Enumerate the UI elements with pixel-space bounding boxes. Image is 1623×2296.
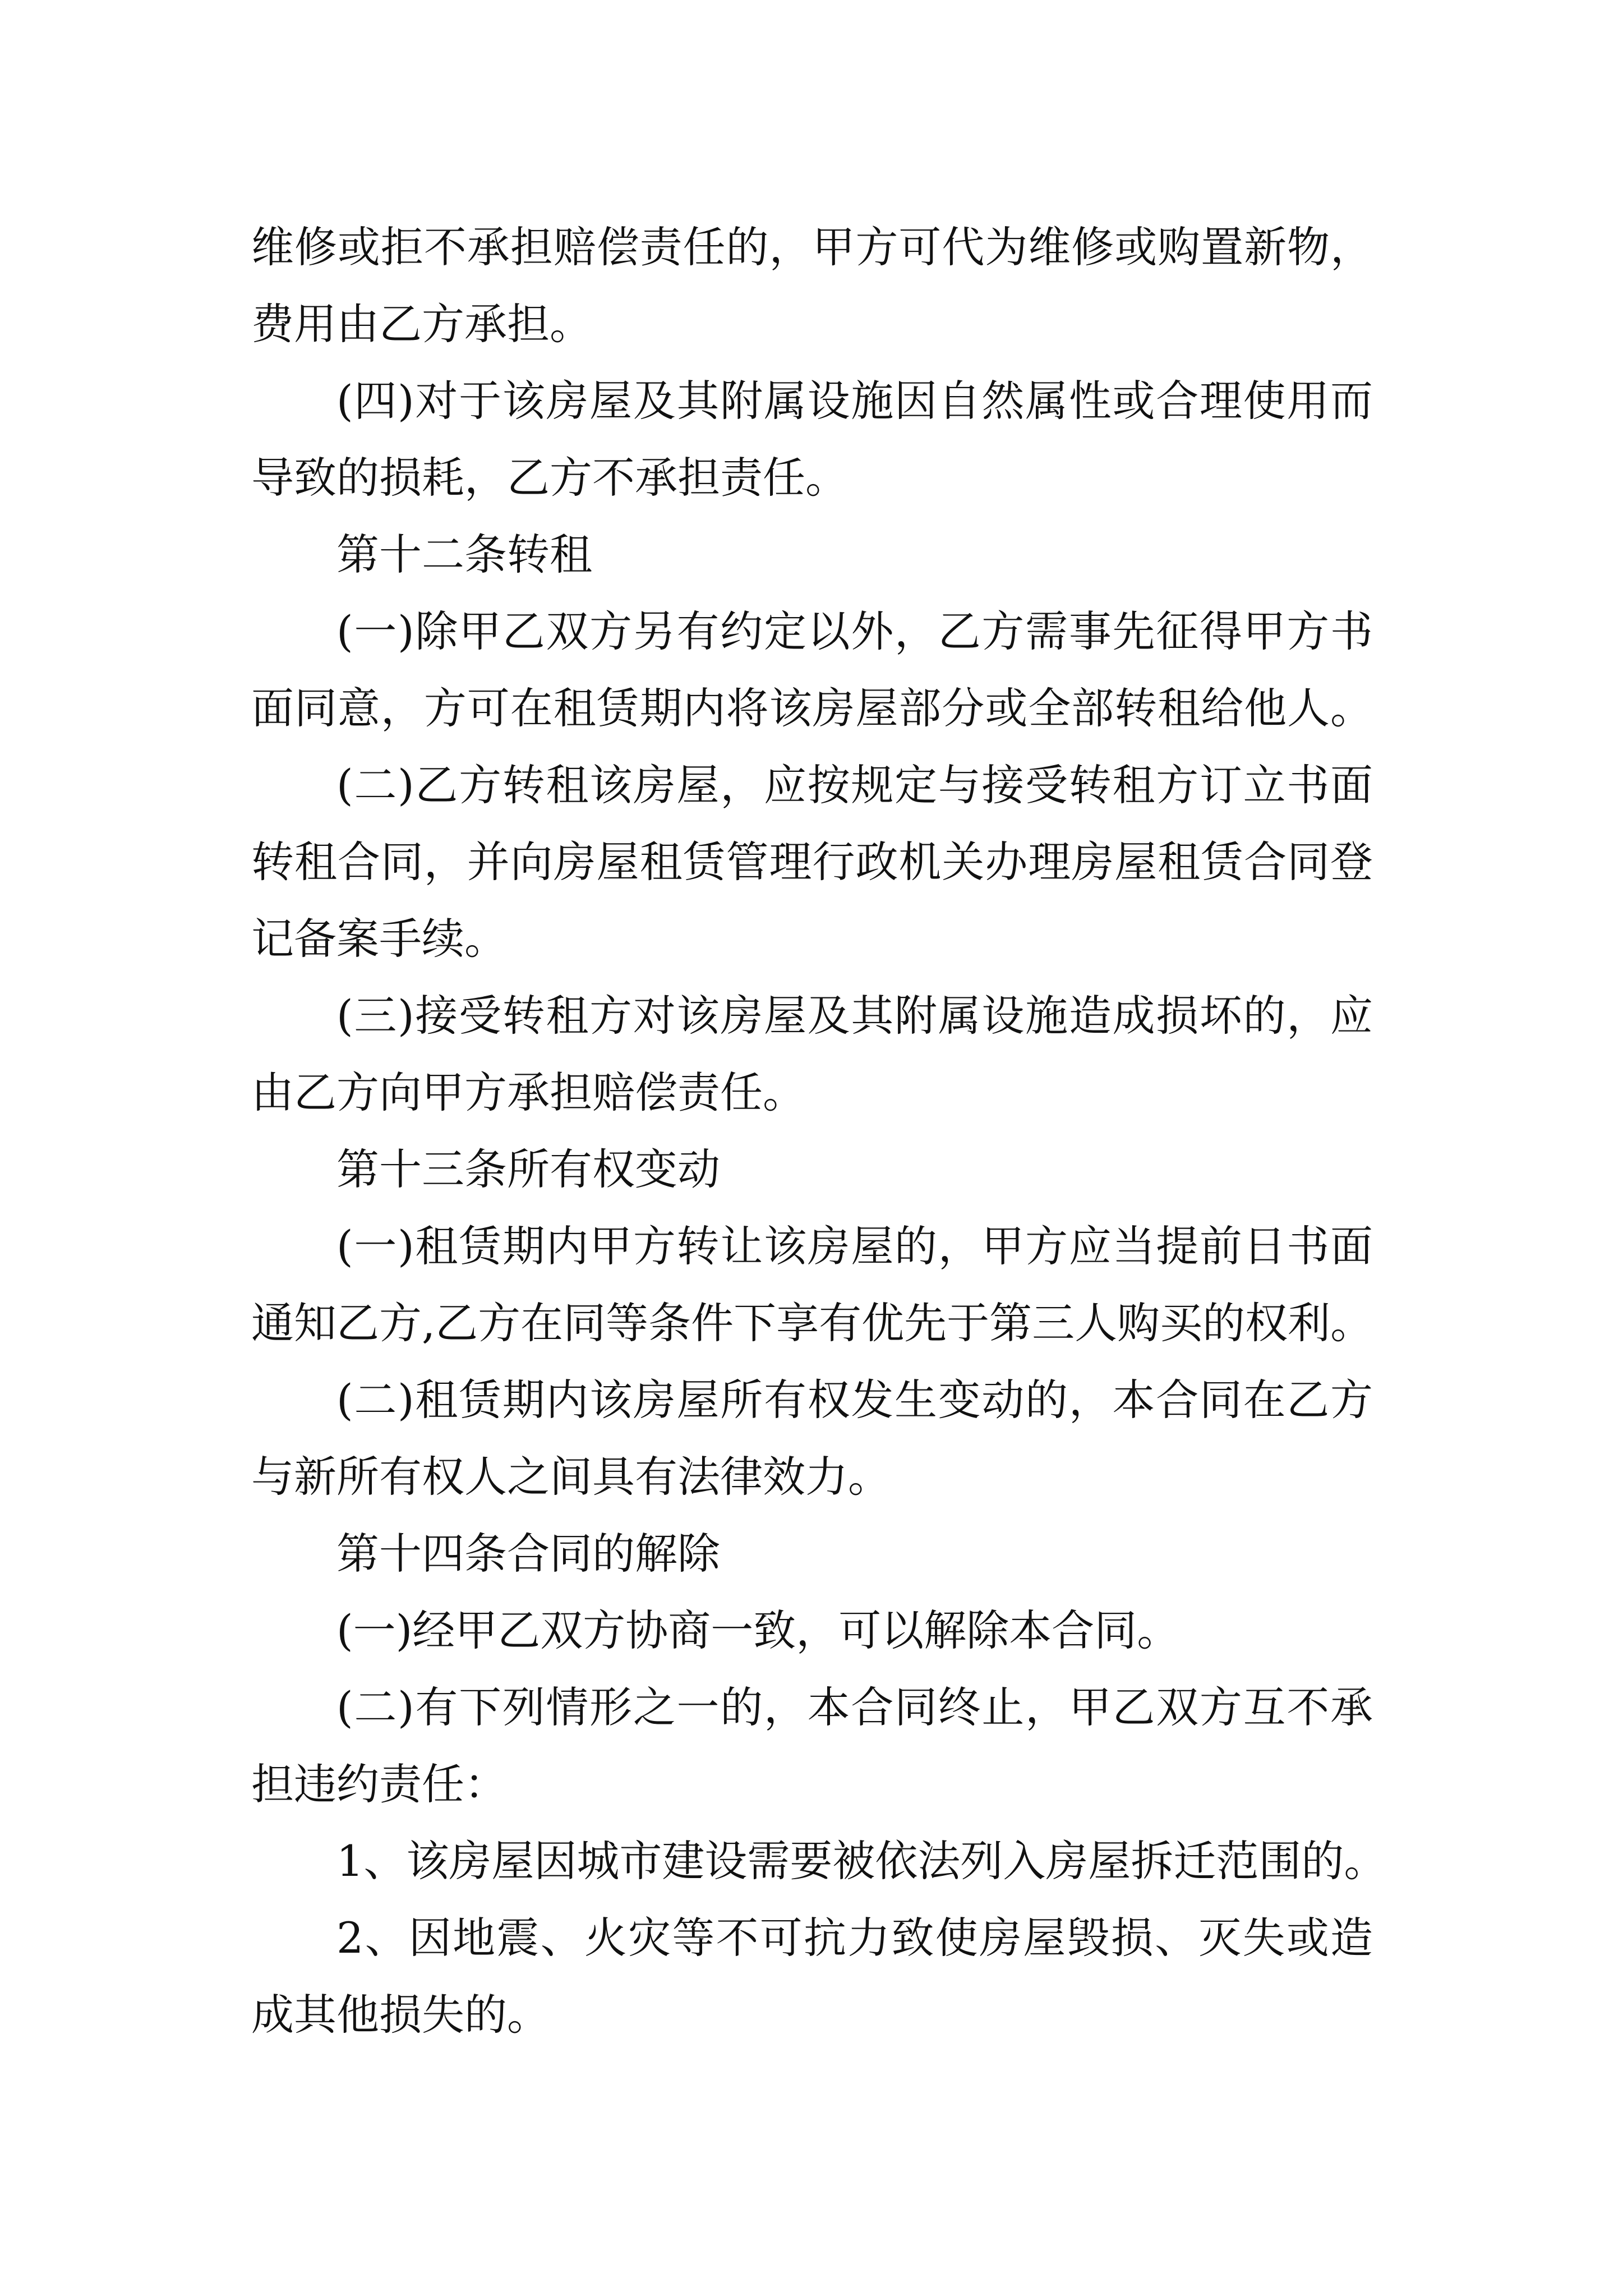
- text-line: 1、该房屋因城市建设需要被依法列入房屋拆迁范围的。: [336, 1836, 1387, 1886]
- text-line: 第十二条转租: [336, 530, 592, 579]
- text-line: (二)乙方转租该房屋，应按规定与接受转租方订立书面: [336, 760, 1373, 810]
- text-line: 与新所有权人之间具有法律效力。: [251, 1452, 891, 1502]
- text-line: (二)有下列情形之一的，本合同终止，甲乙双方互不承: [336, 1682, 1373, 1732]
- text-line: (一)租赁期内甲方转让该房屋的，甲方应当提前日书面: [336, 1221, 1373, 1271]
- text-line: (三)接受转租方对该房屋及其附属设施造成损坏的，应: [336, 991, 1373, 1041]
- document-body: [251, 209, 1387, 2053]
- text-line: 第十三条所有权变动: [336, 1144, 720, 1194]
- text-line: 转租合同，并向房屋租赁管理行政机关办理房屋租赁合同登: [251, 837, 1373, 887]
- text-line: 担违约责任：: [251, 1759, 507, 1809]
- text-line: 维修或拒不承担赔偿责任的，甲方可代为维修或购置新物，: [251, 222, 1373, 272]
- text-line: 由乙方向甲方承担赔偿责任。: [251, 1068, 805, 1117]
- text-line: 费用由乙方承担。: [251, 299, 592, 349]
- text-line: 导致的损耗，乙方不承担责任。: [251, 453, 848, 503]
- text-line: (二)租赁期内该房屋所有权发生变动的，本合同在乙方: [336, 1375, 1373, 1425]
- text-line: 通知乙方,乙方在同等条件下享有优先于第三人购买的权利。: [251, 1298, 1373, 1348]
- text-line: (四)对于该房屋及其附属设施因自然属性或合理使用而: [336, 376, 1373, 426]
- text-line: 第十四条合同的解除: [336, 1529, 720, 1579]
- text-line: 2、因地震、火灾等不可抗力致使房屋毁损、灭失或造: [336, 1913, 1373, 1963]
- text-line: (一)经甲乙双方协商一致，可以解除本合同。: [336, 1605, 1180, 1655]
- text-line: 面同意，方可在租赁期内将该房屋部分或全部转租给他人。: [251, 683, 1373, 733]
- text-line: 记备案手续。: [251, 914, 507, 964]
- text-line: (一)除甲乙双方另有约定以外，乙方需事先征得甲方书: [336, 606, 1373, 656]
- text-line: 成其他损失的。: [251, 1990, 550, 2040]
